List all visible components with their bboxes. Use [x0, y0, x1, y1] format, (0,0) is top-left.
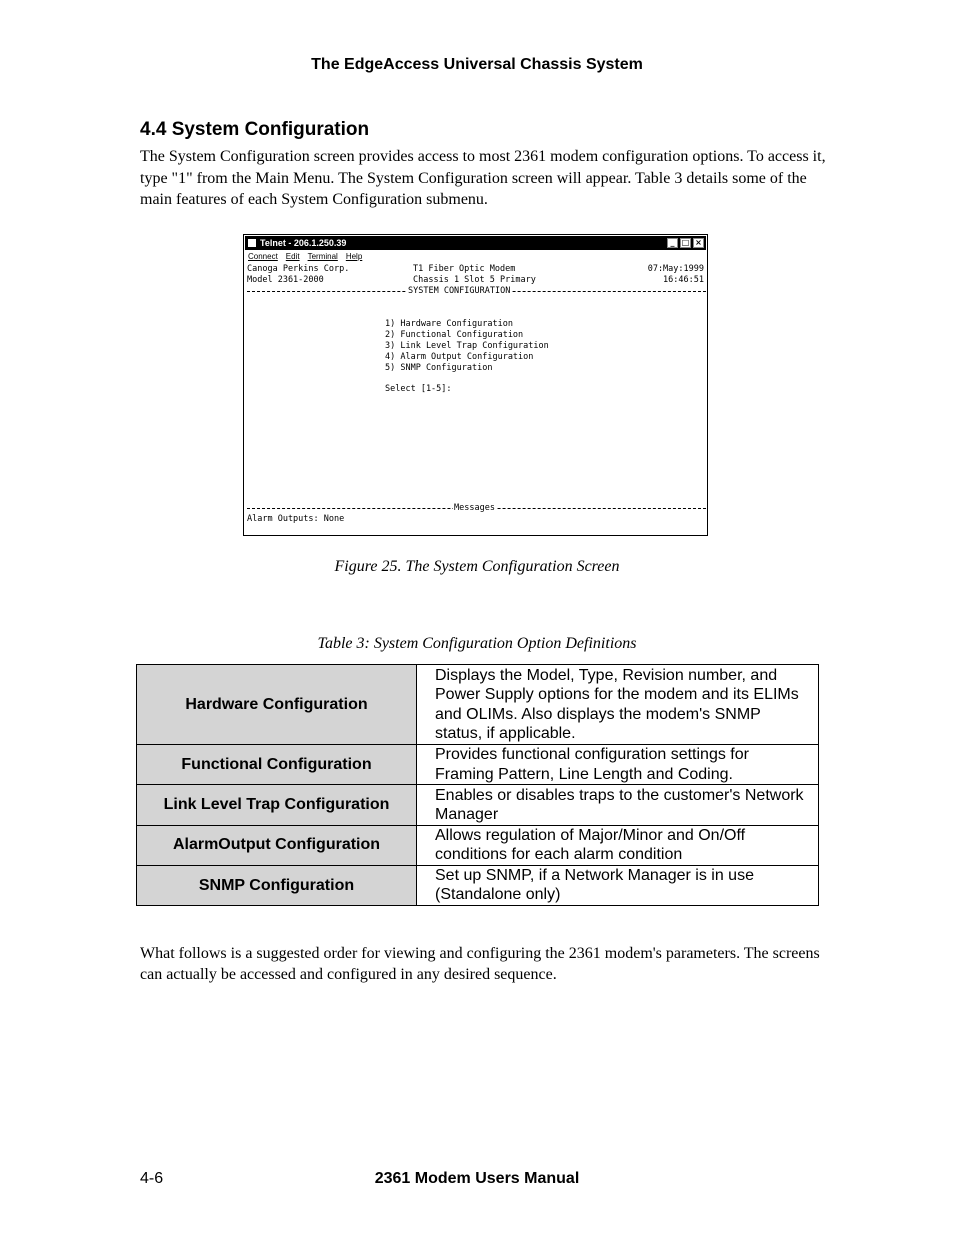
terminal-screen-title: SYSTEM CONFIGURATION: [408, 286, 511, 296]
option-term: AlarmOutput Configuration: [137, 825, 417, 865]
option-definition: Displays the Model, Type, Revision number, and Power Supply options for the modem and its ELIMs and OLIMs. Also displays the modem's SNMP status, if applicable.: [417, 665, 819, 745]
terminal-screen: [247, 264, 704, 532]
running-header: The EdgeAccess Universal Chassis System: [311, 56, 643, 73]
menu-option-2[interactable]: 2) Functional Configuration: [385, 330, 524, 340]
menu-connect[interactable]: Connect: [248, 252, 278, 261]
option-definition: Set up SNMP, if a Network Manager is in use (Standalone only): [417, 865, 819, 905]
table-row: [137, 665, 819, 745]
menu-edit[interactable]: Edit: [285, 252, 300, 261]
page-number: 4-6: [140, 1170, 164, 1187]
menu-help[interactable]: Help: [345, 252, 363, 261]
menu-terminal[interactable]: Terminal: [307, 252, 338, 261]
option-definition: Provides functional configuration settings for Framing Pattern, Line Length and Coding.: [417, 745, 819, 785]
option-term: SNMP Configuration: [137, 865, 417, 905]
option-definition: Allows regulation of Major/Minor and On/Off conditions for each alarm condition: [417, 825, 819, 865]
menu-option-5[interactable]: 5) SNMP Configuration: [385, 363, 493, 373]
terminal-date: 07:May:1999: [647, 264, 704, 274]
terminal-model: Model 2361-2000: [247, 275, 324, 285]
telnet-title-bar: [245, 236, 706, 250]
running-footer: 2361 Modem Users Manual: [374, 1170, 580, 1187]
telnet-app-icon: [248, 239, 256, 247]
telnet-window-figure: [243, 234, 708, 536]
telnet-menu-bar: [248, 251, 362, 263]
window-controls: [667, 238, 704, 248]
table-row: [137, 745, 819, 785]
minimize-icon[interactable]: _: [667, 238, 678, 248]
option-term: Link Level Trap Configuration: [137, 785, 417, 825]
menu-option-1[interactable]: 1) Hardware Configuration: [385, 319, 513, 329]
terminal-status: Alarm Outputs: None: [247, 514, 345, 524]
close-icon[interactable]: ×: [693, 238, 704, 248]
terminal-company: Canoga Perkins Corp.: [247, 264, 350, 274]
terminal-prompt[interactable]: Select [1-5]:: [385, 384, 452, 394]
option-term: Functional Configuration: [137, 745, 417, 785]
definitions-table: [136, 664, 819, 906]
maximize-icon[interactable]: □: [681, 238, 690, 247]
terminal-messages-label: Messages: [454, 503, 495, 513]
terminal-location: Chassis 1 Slot 5 Primary: [413, 275, 536, 285]
table-row: [137, 865, 819, 905]
telnet-window-title: Telnet - 206.1.250.39: [260, 238, 347, 248]
option-definition: Enables or disables traps to the customer's Network Manager: [417, 785, 819, 825]
terminal-product: T1 Fiber Optic Modem: [413, 264, 516, 274]
intro-paragraph: The System Configuration screen provides access to most 2361 modem configuration options. To access it, type "1" from the Main Menu. The System Configuration screen will appear. Table 3 details some of the main features of each System Configuration submenu.: [140, 148, 826, 208]
closing-paragraph: What follows is a suggested order for viewing and configuring the 2361 modem's parameters. The screens can actually be accessed and configured in any desired sequence.: [140, 945, 820, 983]
terminal-time: 16:46:51: [663, 275, 704, 285]
table-row: [137, 825, 819, 865]
option-term: Hardware Configuration: [137, 665, 417, 745]
table-row: [137, 785, 819, 825]
figure-caption: Figure 25. The System Configuration Screen: [334, 558, 620, 575]
menu-option-4[interactable]: 4) Alarm Output Configuration: [385, 352, 534, 362]
section-title: 4.4 System Configuration: [140, 119, 370, 140]
menu-option-3[interactable]: 3) Link Level Trap Configuration: [385, 341, 549, 351]
table-caption: Table 3: System Configuration Option Definitions: [317, 635, 637, 652]
